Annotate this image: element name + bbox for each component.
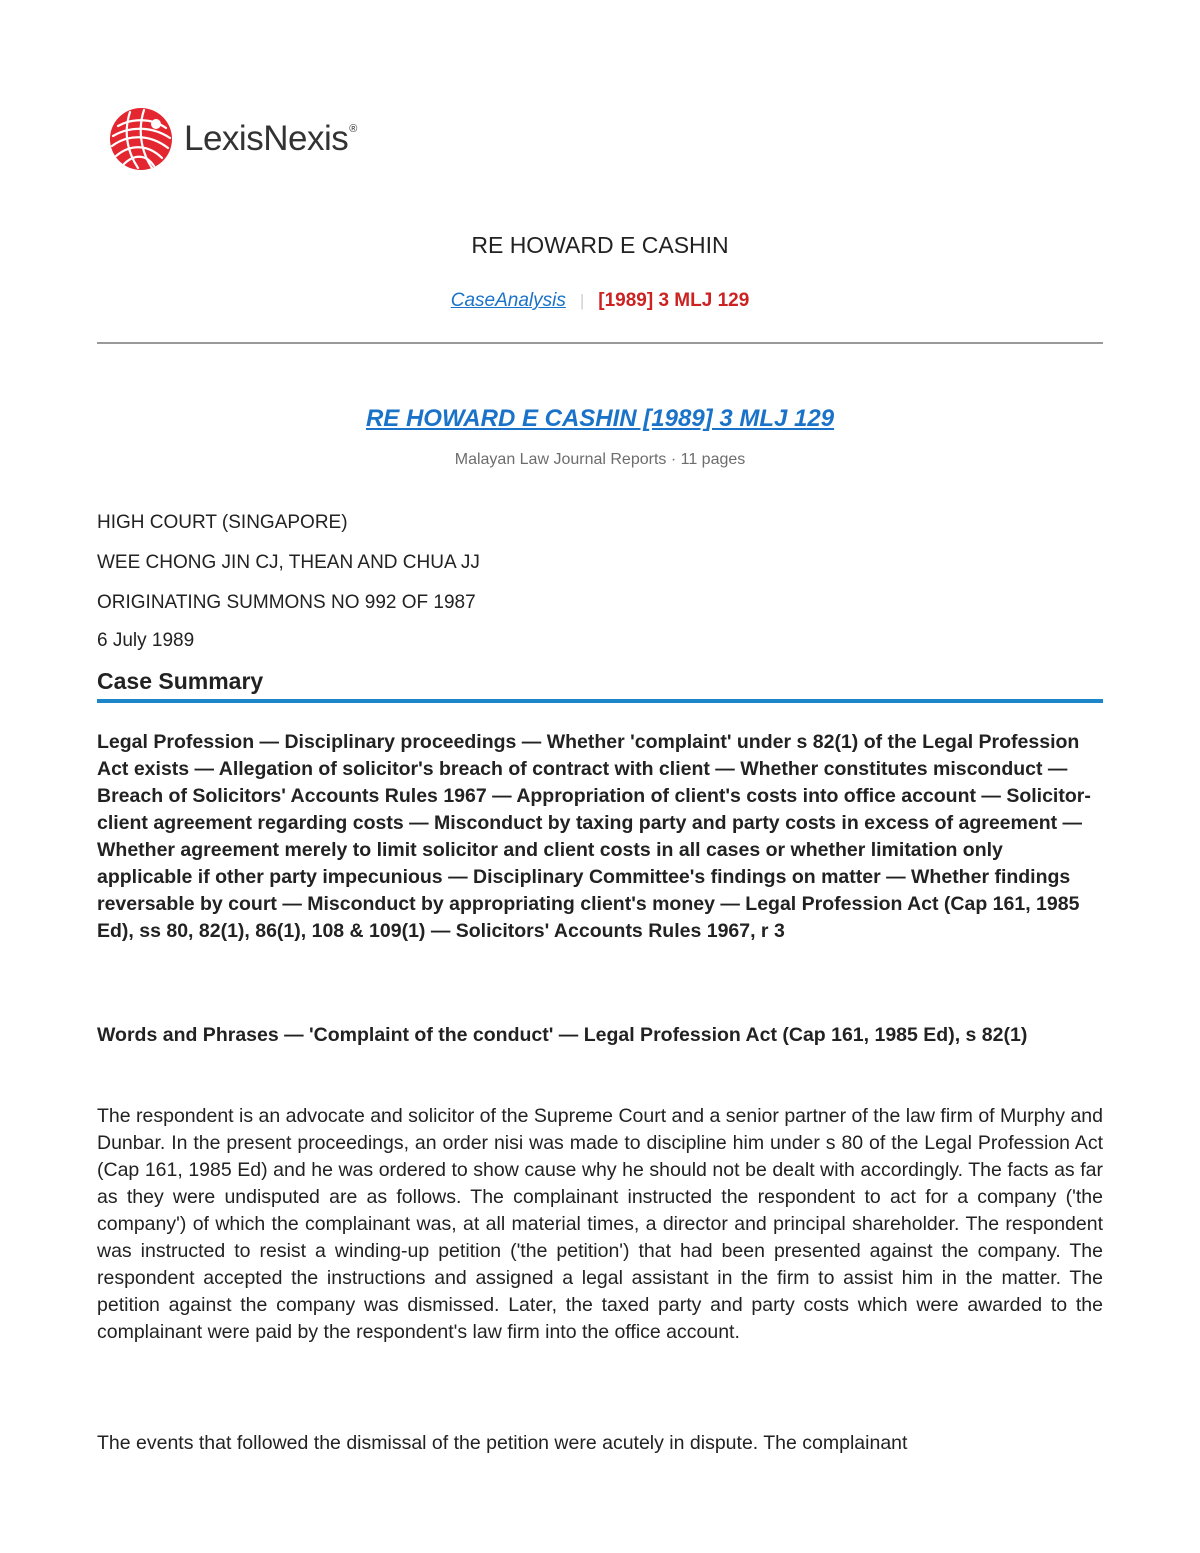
- proceedings-number: ORIGINATING SUMMONS NO 992 OF 1987: [97, 592, 476, 613]
- header-divider: [97, 342, 1103, 344]
- court-name: HIGH COURT (SINGAPORE): [97, 512, 348, 533]
- catchwords-words-and-phrases: Words and Phrases — 'Complaint of the conduct' — Legal Profession Act (Cap 161, 1985 Ed), s 82(1): [97, 1024, 1028, 1046]
- brand-name: LexisNexis®: [184, 119, 357, 158]
- case-analysis-link[interactable]: CaseAnalysis: [450, 290, 566, 311]
- header-citation: [1989] 3 MLJ 129: [598, 290, 750, 311]
- header-meta: [0, 290, 1200, 312]
- lexisnexis-logo: [108, 106, 357, 172]
- case-summary-divider: [97, 699, 1103, 703]
- judges: WEE CHONG JIN CJ, THEAN AND CHUA JJ: [97, 552, 480, 573]
- decision-date: 6 July 1989: [97, 630, 195, 651]
- header-separator: |: [579, 291, 585, 310]
- summary-paragraph-continued: The events that followed the dismissal of the petition were acutely in dispute. The complainant: [97, 1432, 908, 1454]
- lexisnexis-globe-icon: [108, 106, 174, 172]
- case-summary-heading: Case Summary: [97, 668, 264, 694]
- trademark-mark: ®: [349, 123, 357, 135]
- document-title-link[interactable]: RE HOWARD E CASHIN [1989] 3 MLJ 129: [365, 405, 835, 432]
- summary-paragraph: The respondent is an advocate and solicitor of the Supreme Court and a senior partner of the law firm of Murphy and Dunbar. In the present proceedings, an order nisi was made to discipline him under s 80 of the Legal Profession Act (Cap 161, 1985 Ed) and he was ordered to show cause why he should not be dealt with accordingly. The facts as far as they were undisputed are as follows. The complainant instructed the respondent to act for a company ('the company') of which the complainant was, at all material times, a director and principal shareholder. The respondent was instructed to resist a winding-up petition ('the petition') that had been presented against the company. The respondent accepted the instructions and assigned a legal assistant in the firm to assist him in the matter. The petition against the company was dismissed. Later, the taxed party and party costs which were awarded to the complainant were paid by the respondent's law firm into the office account.: [97, 1105, 1103, 1343]
- header-title: RE HOWARD E CASHIN: [471, 232, 729, 258]
- catchwords-legal-profession: Legal Profession — Disciplinary proceedings — Whether 'complaint' under s 82(1) of the Legal Profession Act exists — Allegation of solicitor's breach of contract with client — Whether constitutes misconduct — Breach of Solicitors' Accounts Rules 1967 — Appropriation of client's costs into office account — Solicitor-client agreement regarding costs — Misconduct by taxing party and party costs in excess of agreement — Whether agreement merely to limit solicitor and client costs in all cases or whether limitation only applicable if other party impecunious — Disciplinary Committee's findings on matter — Whether findings reversable by court — Misconduct by appropriating client's money — Legal Profession Act (Cap 161, 1985 Ed), ss 80, 82(1), 86(1), 108 & 109(1) — Solicitors' Accounts Rules 1967, r 3: [97, 731, 1091, 942]
- document-subtitle: Malayan Law Journal Reports · 11 pages: [454, 451, 746, 468]
